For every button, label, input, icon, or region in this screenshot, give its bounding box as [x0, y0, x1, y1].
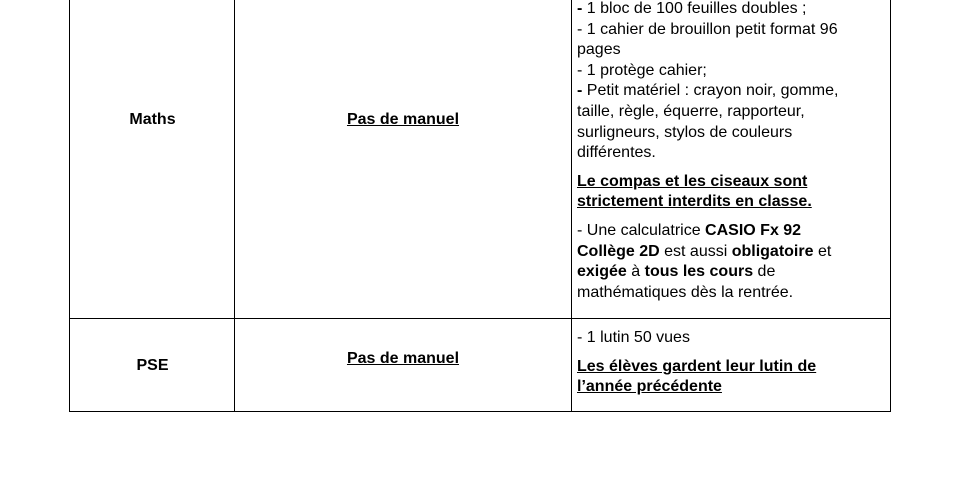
manual-pse: Pas de manuel	[346, 350, 460, 367]
supply-item: - Petit matériel : crayon noir, gomme,	[577, 82, 839, 100]
keep-note: Les élèves gardent leur lutin de	[577, 357, 817, 375]
warning-note: Le compas et les ciseaux sont	[577, 172, 808, 190]
manual-maths: Pas de manuel	[346, 111, 460, 128]
table-border-left	[69, 0, 70, 412]
keep-note-cont: l’année précédente	[577, 378, 722, 396]
subject-maths: Maths	[129, 111, 176, 128]
calculator-note-cont: Collège 2D est aussi obligatoire et	[577, 242, 832, 260]
subject-pse: PSE	[136, 357, 169, 374]
column-divider-2	[571, 0, 572, 412]
supply-item: - 1 protège cahier;	[577, 61, 707, 79]
row-divider	[69, 318, 891, 319]
supply-item: - 1 cahier de brouillon petit format 96	[577, 20, 838, 38]
supplies-pse	[577, 328, 882, 398]
supply-item-cont: pages	[577, 41, 621, 59]
supply-item-cont: différentes.	[577, 144, 656, 162]
supply-item: - 1 lutin 50 vues	[577, 329, 690, 346]
table-border-right	[890, 0, 891, 412]
supply-item-cont: taille, règle, équerre, rapporteur,	[577, 102, 805, 120]
supply-item: - 1 bloc de 100 feuilles doubles ;	[577, 0, 807, 17]
calculator-note-cont: exigée à tous les cours de	[577, 263, 776, 281]
supplies-maths	[577, 0, 882, 303]
calculator-note: - Une calculatrice CASIO Fx 92	[577, 221, 802, 239]
warning-note-cont: strictement interdits en classe.	[577, 193, 812, 211]
table-border-bottom	[69, 411, 891, 412]
calculator-note-cont: mathématiques dès la rentrée.	[577, 283, 794, 301]
supply-item-cont: surligneurs, stylos de couleurs	[577, 123, 793, 141]
